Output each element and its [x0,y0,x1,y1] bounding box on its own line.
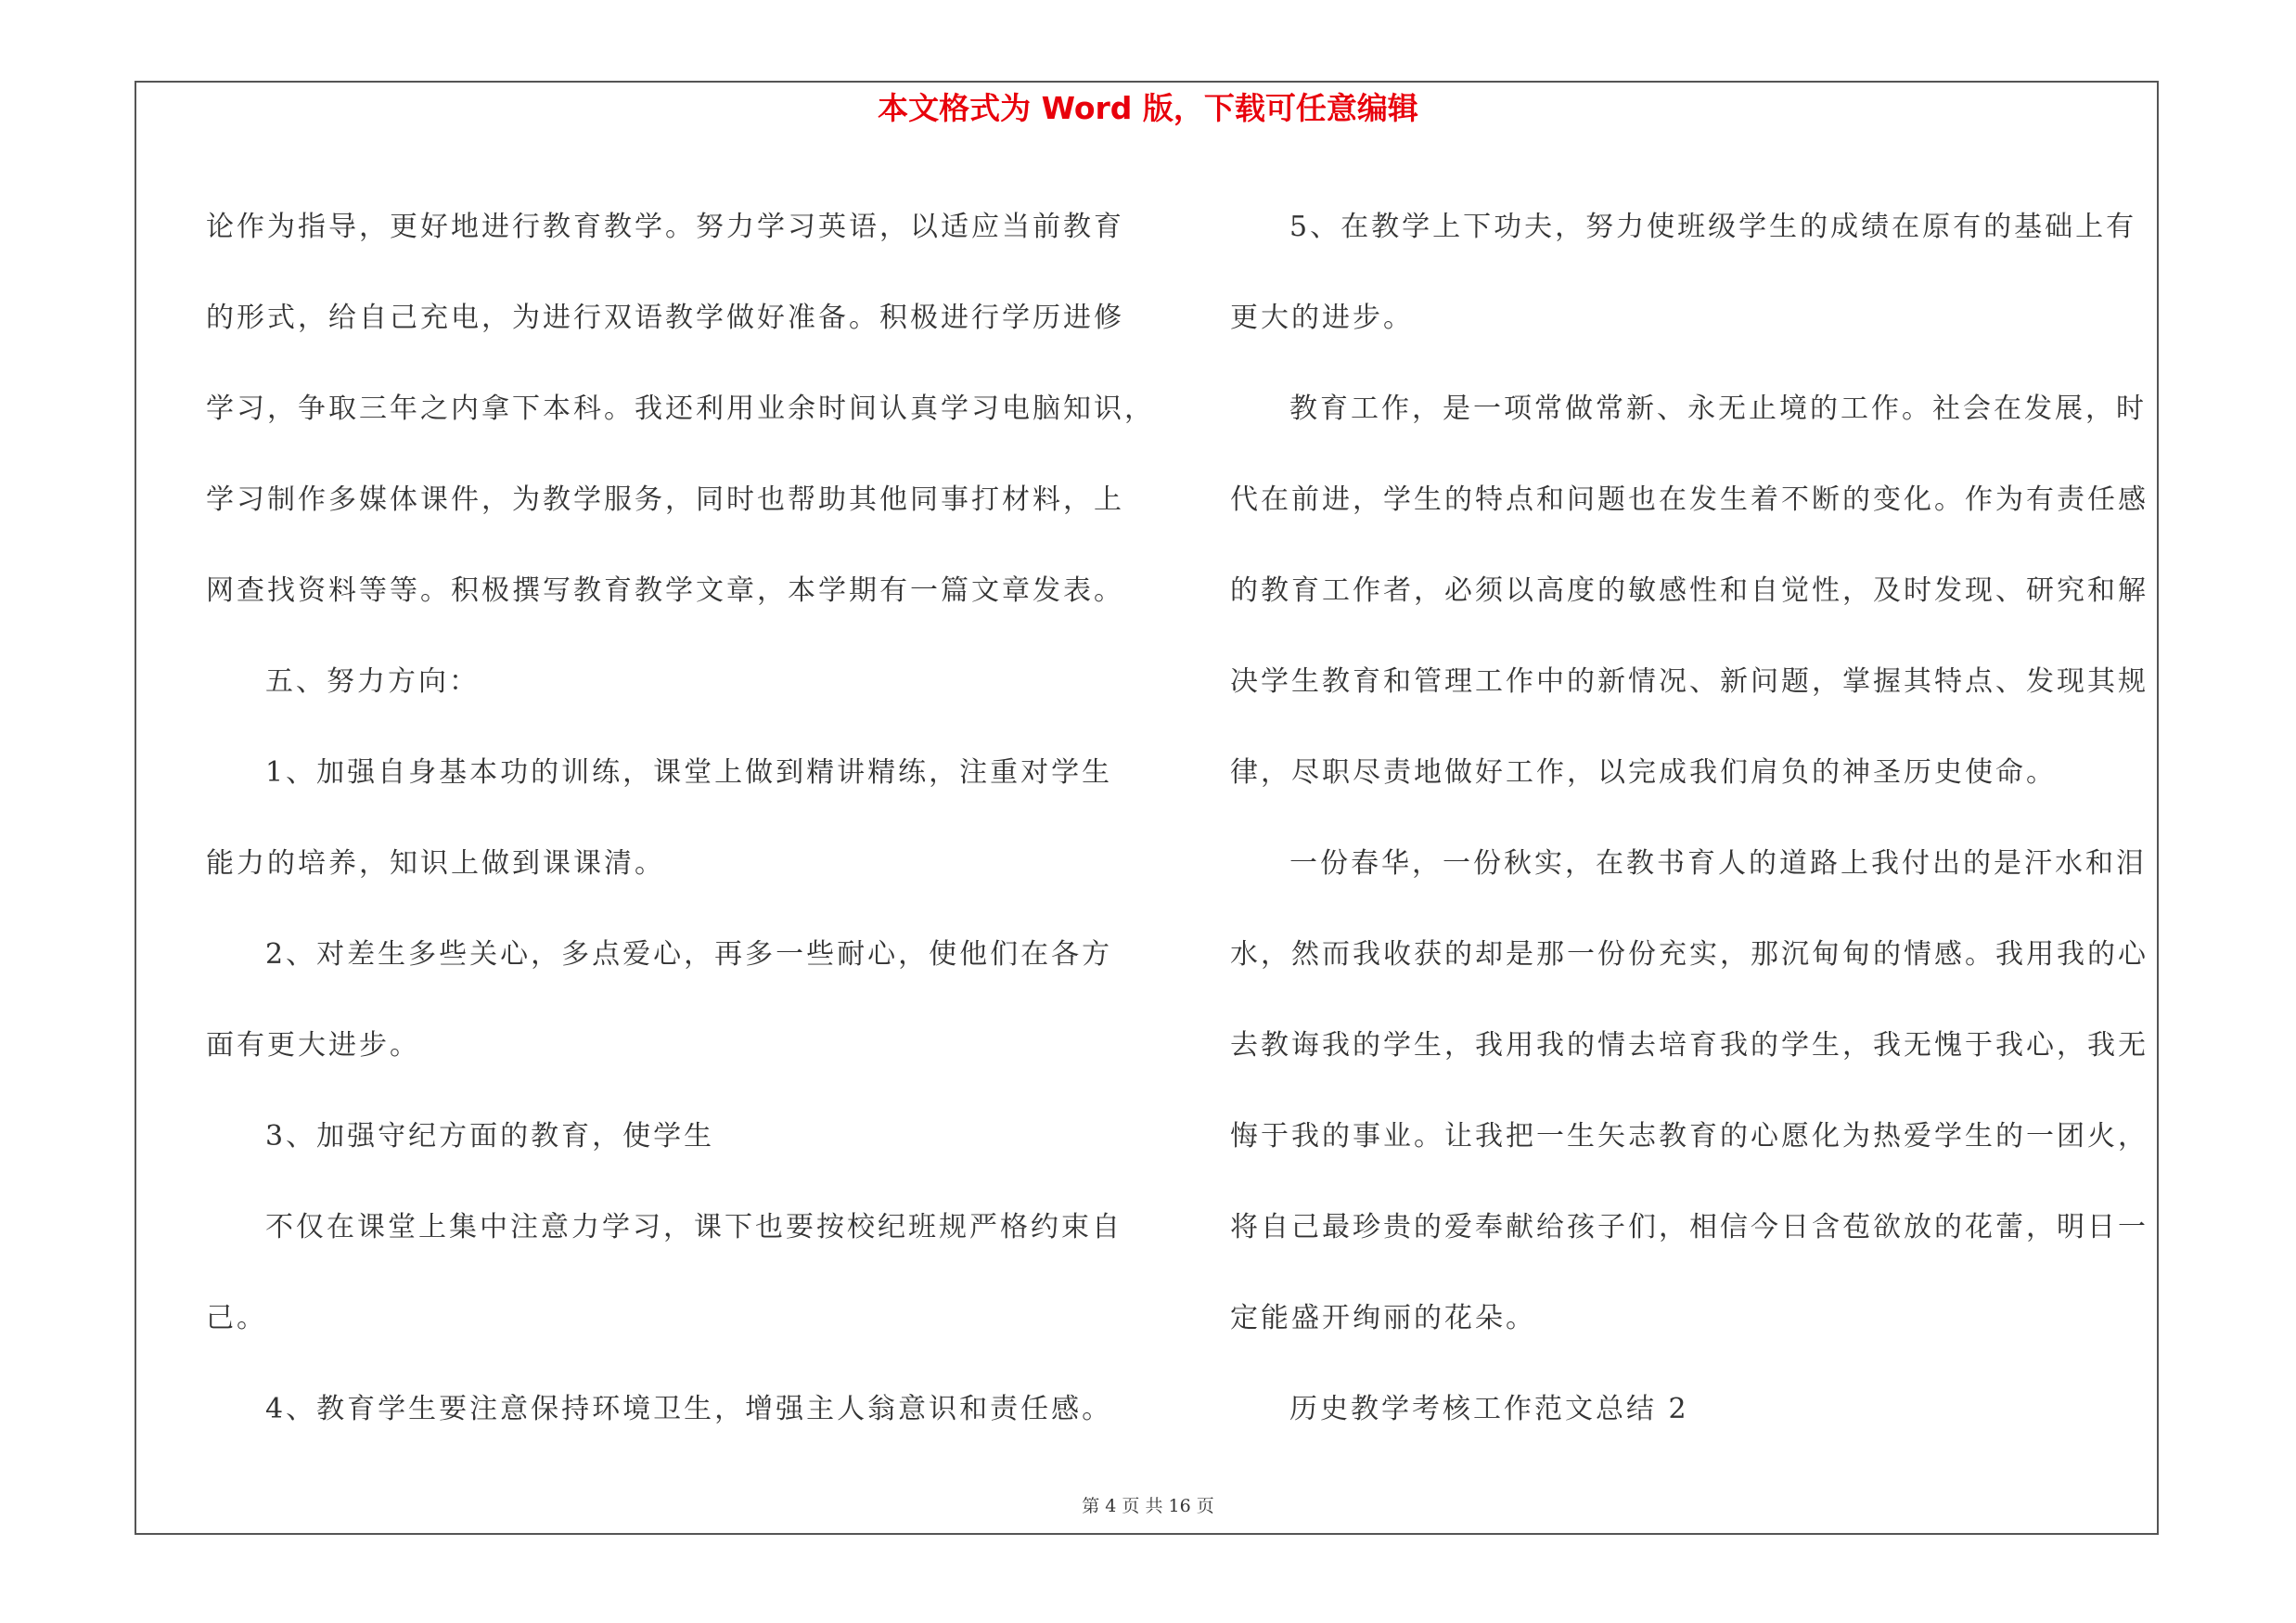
text-line: 4、教育学生要注意保持环境卫生，增强主人翁意识和责任感。 [265,1393,1113,1425]
page-number: 第 4 页 共 16 页 [1082,1496,1214,1516]
text-line: 将自己最珍贵的爱奉献给孩子们，相信今日含苞欲放的花蕾，明日一 [1230,1211,2148,1243]
text-line: 更大的进步。 [1230,302,1414,334]
text-line: 2、对差生多些关心，多点爱心，再多一些耐心，使他们在各方 [265,938,1113,971]
text-line: 学习，争取三年之内拿下本科。我还利用业余时间认真学习电脑知识， [206,393,1155,425]
text-line: 定能盛开绚丽的花朵。 [1230,1302,1536,1334]
text-line: 一份春华，一份秋实，在教书育人的道路上我付出的是汗水和泪 [1289,847,2147,880]
text-line: 3、加强守纪方面的教育，使学生 [265,1120,715,1153]
text-line: 网查找资料等等。积极撰写教育教学文章，本学期有一篇文章发表。 [206,574,1124,607]
text-line: 不仅在课堂上集中注意力学习，课下也要按校纪班规严格约束自 [265,1211,1122,1243]
text-line: 悔于我的事业。让我把一生矢志教育的心愿化为热爱学生的一团火， [1230,1120,2148,1153]
text-line: 的教育工作者，必须以高度的敏感性和自觉性，及时发现、研究和解 [1230,574,2148,607]
text-line: 能力的培养，知识上做到课课清。 [206,847,665,880]
text-line: 面有更大进步。 [206,1029,420,1062]
section-heading: 五、努力方向： [265,665,480,698]
text-line: 的形式，给自己充电，为进行双语教学做好准备。积极进行学历进修 [206,302,1124,334]
text-line: 学习制作多媒体课件，为教学服务，同时也帮助其他同事打材料，上 [206,483,1124,516]
text-line: 决学生教育和管理工作中的新情况、新问题，掌握其特点、发现其规 [1230,665,2148,698]
right-text-column [1230,182,2167,1455]
text-line: 己。 [206,1302,267,1334]
text-line: 水，然而我收获的却是那一份份充实，那沉甸甸的情感。我用我的心 [1230,938,2148,971]
text-line: 去教诲我的学生，我用我的情去培育我的学生，我无愧于我心，我无 [1230,1029,2148,1062]
document-header-notice: 本文格式为 Word 版，下载可任意编辑 [878,90,1418,126]
text-line: 代在前进，学生的特点和问题也在发生着不断的变化。作为有责任感 [1230,483,2148,516]
text-line: 教育工作，是一项常做常新、永无止境的工作。社会在发展，时 [1289,393,2147,425]
left-text-column [206,182,1155,1455]
text-line: 律，尽职尽责地做好工作，以完成我们肩负的神圣历史使命。 [1230,756,2057,789]
text-line: 论作为指导，更好地进行教育教学。努力学习英语，以适应当前教育 [206,211,1124,243]
section-heading: 历史教学考核工作范文总结 2 [1289,1393,1689,1425]
text-line: 1、加强自身基本功的训练，课堂上做到精讲精练，注重对学生 [265,756,1113,789]
text-line: 5、在教学上下功夫，努力使班级学生的成绩在原有的基础上有 [1289,211,2137,243]
